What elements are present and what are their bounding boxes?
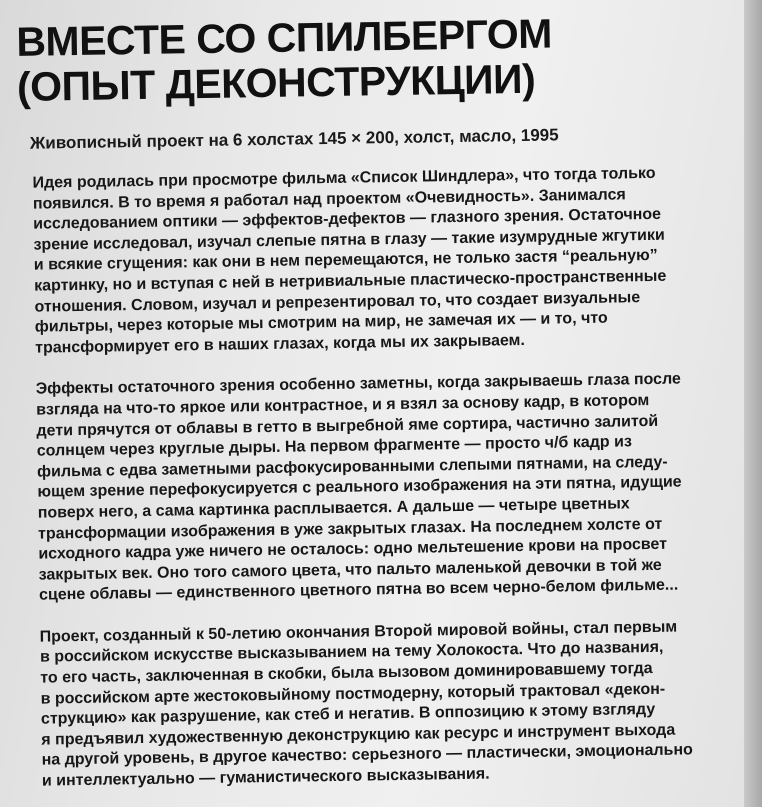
paragraph-line: исходного кадра уже ничего не осталось: одно мельтешение крови на просвет: [38, 535, 668, 563]
paragraph-line: солнцем через круглые дыры. На первом фрагменте — просто ч/б кадр из: [36, 433, 632, 460]
paragraph-line: фильма с едва заметными расфокусированными слепыми пятнами, на следу-: [36, 453, 668, 481]
paragraph-line: и интеллектуально — гуманистического высказывания.: [41, 765, 490, 790]
paragraph-line: ющем зрение перефокусируется с реального изображения на эти пятна, идущие: [37, 473, 682, 501]
paragraph-line: струкцию» как разрушение, как стеб и негатив. В оппозицию к этому взгляду: [40, 701, 656, 728]
paragraph-line: трансформирует его в наших глазах, когда мы их закрываем.: [35, 331, 526, 357]
panel-title-line-2: (ОПЫТ ДЕКОНСТРУКЦИИ): [16, 55, 536, 110]
paragraph-1: [32, 163, 740, 359]
panel-title: [10, 9, 741, 110]
paragraph-line: фильтры, через которые мы смотрим на мир, не замечая их — и то, что: [34, 309, 608, 336]
paragraph-line: то его часть, заключенная в скобки, была вызовом доминировавшему тогда: [40, 660, 653, 687]
paragraph-line: на другой уровень, в другое качество: серьезного — пластически, эмоционально: [41, 741, 694, 770]
paragraph-line: отношения. Словом, изучал и репрезентировал то, что создает визуальные: [34, 288, 641, 316]
paragraph-line: я предъявил художественную деконструкцию как ресурс и инструмент выхода: [41, 721, 676, 749]
paragraph-line: дети прячутся от облавы в гетто в выгребной яме сортира, частично залитой: [36, 412, 659, 440]
panel-title-line-1: ВМЕСТЕ СО СПИЛБЕРГОМ: [15, 10, 553, 65]
panel-subtitle: Живописный проект на 6 холстах 145 × 200, холст, масло, 1995: [29, 125, 559, 153]
paragraph-line: исследованием оптики — эффектов-дефектов — глазного зрения. Остаточное: [33, 205, 662, 233]
paragraph-line: и всякие сгущения: как они в нем перемещаются, не только застя “реальную”: [33, 247, 658, 275]
paragraph-2: [36, 369, 744, 607]
paragraph-line: в российском искусстве высказыванием на тему Холокоста. Что до названия,: [39, 639, 664, 667]
paragraph-3: [40, 616, 748, 792]
paragraph-line: зрение исследовал, изучал слепые пятна в глазу — такие изумрудные жгутики: [33, 226, 665, 254]
paragraph-line: взгляда на что-то яркое или контрастное, и я взял за основу кадр, в котором: [35, 391, 650, 419]
paragraph-line: в российском арте жестоковыйному постмодерну, который трактовал «декон-: [40, 680, 666, 708]
paragraph-line: появился. В то время я работал над проектом «Очевидность». Занимался: [32, 185, 626, 213]
paragraph-line: сцене облавы — единственного цветного пятна во всем черно-белом фильме...: [38, 576, 679, 604]
paragraph-line: закрытых век. Оно того самого цвета, что пальто маленькой девочки в той же: [38, 556, 662, 584]
paragraph-line: Эффекты остаточного зрения особенно заметны, когда закрываешь глаза после: [35, 370, 682, 398]
paragraph-line: поверх него, а сама картинка расплывается. А дальше — четыре цветных: [37, 495, 630, 522]
paragraph-line: Проект, созданный к 50-летию окончания Второй мировой войны, стал первым: [39, 618, 678, 646]
paragraph-line: трансформации изображения в уже закрытых глазах. На последнем холсте от: [37, 515, 663, 543]
paragraph-line: картинку, но и вступая с ней в нетривиальные пластическо-пространственные: [34, 267, 667, 295]
paragraph-line: Идея родилась при просмотре фильма «Список Шиндлера», что тогда только: [32, 164, 656, 192]
exhibition-text-panel: [10, 9, 752, 807]
